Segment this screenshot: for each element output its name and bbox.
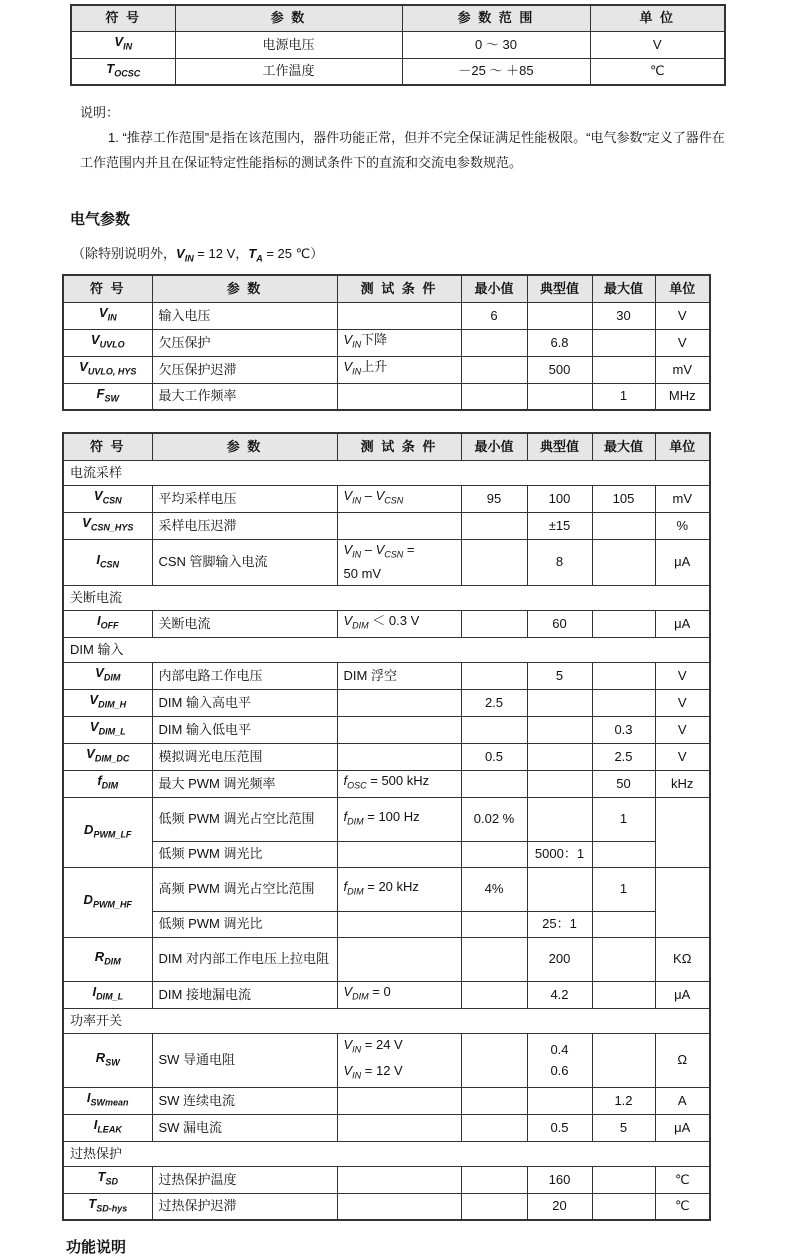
parameter-cell: SW 连续电流 <box>152 1087 337 1114</box>
parameter-cell: 采样电压迟滞 <box>152 512 337 539</box>
table-row <box>63 512 710 539</box>
table-row <box>63 1114 710 1141</box>
symbol-cell: $R_{SW}$ <box>63 1033 152 1087</box>
table-row <box>63 797 710 841</box>
unit-cell: mV <box>655 485 710 512</box>
parameter-cell: 欠压保护 <box>152 329 337 356</box>
section-label: 关断电流 <box>63 585 710 610</box>
typ-cell <box>527 716 592 743</box>
symbol-cell: $I_{SWmean}$ <box>63 1087 152 1114</box>
symbol-cell: $V_{DIM\_L}$ <box>63 716 152 743</box>
unit-cell: V <box>590 31 725 58</box>
max-cell: 1 <box>592 867 655 911</box>
table-row <box>63 329 710 356</box>
symbol-cell: $I_{LEAK}$ <box>63 1114 152 1141</box>
unit-cell: MHz <box>655 383 710 410</box>
condition-cell: $V_{IN} = 24$ V $V_{IN} = 12$ V <box>337 1033 461 1087</box>
symbol-cell: $D_{PWM\_LF}$ <box>63 797 152 867</box>
typ-cell: 8 <box>527 539 592 585</box>
unit-cell: μA <box>655 981 710 1008</box>
parameter-cell: DIM 输入高电平 <box>152 689 337 716</box>
section-row-power-switch <box>63 1008 710 1033</box>
typ-cell: 4.2 <box>527 981 592 1008</box>
test-conditions-note: （除特别说明外，$V_{IN} = 12$ V，$T_A = 25$ ℃） <box>72 246 324 264</box>
typ-cell <box>527 1087 592 1114</box>
min-cell: 2.5 <box>461 689 527 716</box>
condition-cell: $V_{DIM} < 0.3$ V <box>337 610 461 637</box>
max-cell: 1 <box>592 383 655 410</box>
max-cell <box>592 512 655 539</box>
symbol-cell: $I_{CSN}$ <box>63 539 152 585</box>
condition-cell: $V_{IN} - V_{CSN}$ = 50 mV <box>337 539 461 585</box>
condition-cell: DIM 浮空 <box>337 662 461 689</box>
condition-cell: $f_{OSC} = 500$ kHz <box>337 770 461 797</box>
min-cell <box>461 716 527 743</box>
symbol-cell: $V_{IN}$ <box>71 31 175 58</box>
condition-cell: $V_{IN}$上升 <box>337 356 461 383</box>
parameter-cell: 电源电压 <box>175 31 402 58</box>
condition-cell <box>337 1114 461 1141</box>
min-cell <box>461 937 527 981</box>
condition-cell <box>337 302 461 329</box>
unit-cell: V <box>655 302 710 329</box>
typ-cell <box>527 302 592 329</box>
max-cell <box>592 539 655 585</box>
condition-cell: $f_{DIM} = 20$ kHz <box>337 867 461 911</box>
max-cell <box>592 1033 655 1087</box>
table-row <box>63 302 710 329</box>
min-cell <box>461 356 527 383</box>
range-cell: 0 ～ 30 <box>402 31 590 58</box>
table-row <box>63 485 710 512</box>
min-cell <box>461 911 527 937</box>
notes <box>80 100 730 175</box>
condition-cell <box>337 937 461 981</box>
notes-text: 1. “推荐工作范围”是指在该范围内，器件功能正常，但并不完全保证满足性能极限。“电气参数”定义了器件在工作范围内并且在保证特定性能指标的测试条件下的直流和交流电参数规范。 <box>80 130 725 170</box>
symbol-cell: $D_{PWM\_HF}$ <box>63 867 152 937</box>
max-cell <box>592 689 655 716</box>
unit-cell <box>655 797 710 867</box>
unit-cell: V <box>655 689 710 716</box>
condition-cell <box>337 841 461 867</box>
header-parameter: 参 数 <box>152 433 337 460</box>
min-cell <box>461 1193 527 1220</box>
unit-cell: mV <box>655 356 710 383</box>
symbol-cell: $V_{UVLO, HYS}$ <box>63 356 152 383</box>
section-heading-electrical: 电气参数 <box>70 211 131 228</box>
min-cell: 6 <box>461 302 527 329</box>
table-row <box>63 841 710 867</box>
min-cell <box>461 610 527 637</box>
parameter-cell: 最大工作频率 <box>152 383 337 410</box>
symbol-cell: $F_{SW}$ <box>63 383 152 410</box>
typ-cell: ±15 <box>527 512 592 539</box>
typ-cell: 5 <box>527 662 592 689</box>
max-cell: 2.5 <box>592 743 655 770</box>
min-cell: 0.5 <box>461 743 527 770</box>
typ-cell: 20 <box>527 1193 592 1220</box>
section-row-shutdown <box>63 585 710 610</box>
typ-cell: 6.8 <box>527 329 592 356</box>
parameter-cell: CSN 管脚输入电流 <box>152 539 337 585</box>
unit-cell: Ω <box>655 1033 710 1087</box>
parameter-cell: DIM 输入低电平 <box>152 716 337 743</box>
section-label: 电流采样 <box>63 460 710 485</box>
section-label: 过热保护 <box>63 1141 710 1166</box>
table-row <box>63 1033 710 1087</box>
table-row <box>63 610 710 637</box>
header-typ: 典型值 <box>527 275 592 302</box>
parameter-cell: 关断电流 <box>152 610 337 637</box>
symbol-cell: $T_{SD}$ <box>63 1166 152 1193</box>
table-row <box>71 31 725 58</box>
min-cell <box>461 1033 527 1087</box>
header-symbol: 符 号 <box>71 5 175 31</box>
header-typ: 典型值 <box>527 433 592 460</box>
parameter-cell: 过热保护温度 <box>152 1166 337 1193</box>
unit-cell: V <box>655 329 710 356</box>
section-row-thermal <box>63 1141 710 1166</box>
parameter-cell: 最大 PWM 调光频率 <box>152 770 337 797</box>
unit-cell: A <box>655 1087 710 1114</box>
condition-cell: $f_{DIM} = 100$ Hz <box>337 797 461 841</box>
symbol-cell: $V_{DIM}$ <box>63 662 152 689</box>
typ-cell: 500 <box>527 356 592 383</box>
max-cell <box>592 1166 655 1193</box>
max-cell <box>592 610 655 637</box>
section-label: DIM 输入 <box>63 637 710 662</box>
unit-cell: V <box>655 662 710 689</box>
typ-cell <box>527 797 592 841</box>
symbol-cell: $V_{IN}$ <box>63 302 152 329</box>
typ-cell <box>527 743 592 770</box>
table-row <box>63 1193 710 1220</box>
unit-cell: V <box>655 743 710 770</box>
symbol-cell: $V_{CSN\_HYS}$ <box>63 512 152 539</box>
condition-cell <box>337 1087 461 1114</box>
parameter-cell: 内部电路工作电压 <box>152 662 337 689</box>
unit-cell: kHz <box>655 770 710 797</box>
header-unit: 单 位 <box>590 5 725 31</box>
unit-cell: V <box>655 716 710 743</box>
min-cell: 95 <box>461 485 527 512</box>
min-cell <box>461 539 527 585</box>
header-parameter: 参 数 <box>175 5 402 31</box>
unit-cell: μA <box>655 610 710 637</box>
symbol-cell: $T_{SD-hys}$ <box>63 1193 152 1220</box>
section-row-current-sampling <box>63 460 710 485</box>
header-range: 参 数 范 围 <box>402 5 590 31</box>
table-row <box>63 743 710 770</box>
typ-cell: 0.5 <box>527 1114 592 1141</box>
max-cell: 1.2 <box>592 1087 655 1114</box>
condition-cell <box>337 1193 461 1220</box>
max-cell <box>592 911 655 937</box>
recommended-range-table <box>70 4 726 86</box>
unit-cell: μA <box>655 539 710 585</box>
header-unit: 单位 <box>655 433 710 460</box>
typ-cell: 160 <box>527 1166 592 1193</box>
table-row <box>63 911 710 937</box>
section-label: 功率开关 <box>63 1008 710 1033</box>
typ-cell: 100 <box>527 485 592 512</box>
table-row <box>63 1166 710 1193</box>
min-cell <box>461 770 527 797</box>
symbol-cell: $f_{DIM}$ <box>63 770 152 797</box>
parameter-cell: 输入电压 <box>152 302 337 329</box>
parameter-cell: 平均采样电压 <box>152 485 337 512</box>
max-cell <box>592 356 655 383</box>
symbol-cell: $V_{DIM\_DC}$ <box>63 743 152 770</box>
max-cell: 1 <box>592 797 655 841</box>
min-cell <box>461 662 527 689</box>
condition-cell <box>337 512 461 539</box>
typ-cell <box>527 689 592 716</box>
min-cell <box>461 1087 527 1114</box>
electrical-table-1 <box>62 274 711 411</box>
header-symbol: 符 号 <box>63 433 152 460</box>
typ-cell: 200 <box>527 937 592 981</box>
parameter-cell: 过热保护迟滞 <box>152 1193 337 1220</box>
min-cell <box>461 1114 527 1141</box>
min-cell <box>461 329 527 356</box>
typ-cell: 25：1 <box>527 911 592 937</box>
max-cell: 105 <box>592 485 655 512</box>
max-cell <box>592 1193 655 1220</box>
parameter-cell: DIM 接地漏电流 <box>152 981 337 1008</box>
typ-cell <box>527 770 592 797</box>
condition-cell <box>337 689 461 716</box>
max-cell <box>592 329 655 356</box>
typ-cell <box>527 867 592 911</box>
condition-cell: $V_{IN} - V_{CSN}$ <box>337 485 461 512</box>
unit-cell: ℃ <box>590 58 725 85</box>
max-cell: 0.3 <box>592 716 655 743</box>
table-row <box>63 1087 710 1114</box>
condition-cell: $V_{IN}$下降 <box>337 329 461 356</box>
section-row-dim <box>63 637 710 662</box>
typ-cell: 5000：1 <box>527 841 592 867</box>
max-cell <box>592 937 655 981</box>
symbol-cell: $T_{OCSC}$ <box>71 58 175 85</box>
parameter-cell: SW 漏电流 <box>152 1114 337 1141</box>
table-row <box>63 356 710 383</box>
header-symbol: 符 号 <box>63 275 152 302</box>
symbol-cell: $R_{DIM}$ <box>63 937 152 981</box>
header-condition: 测 试 条 件 <box>337 275 461 302</box>
symbol-cell: $V_{UVLO}$ <box>63 329 152 356</box>
typ-cell: 60 <box>527 610 592 637</box>
header-min: 最小值 <box>461 433 527 460</box>
condition-cell <box>337 743 461 770</box>
symbol-cell: $V_{CSN}$ <box>63 485 152 512</box>
min-cell <box>461 383 527 410</box>
min-cell <box>461 841 527 867</box>
symbol-cell: $I_{OFF}$ <box>63 610 152 637</box>
max-cell: 30 <box>592 302 655 329</box>
notes-label: 说明： <box>80 105 120 120</box>
max-cell: 5 <box>592 1114 655 1141</box>
max-cell <box>592 981 655 1008</box>
header-parameter: 参 数 <box>152 275 337 302</box>
condition-cell: $V_{DIM} = 0$ <box>337 981 461 1008</box>
max-cell <box>592 841 655 867</box>
min-cell <box>461 1166 527 1193</box>
parameter-cell: 低频 PWM 调光占空比范围 <box>152 797 337 841</box>
section-heading-function: 功能说明 <box>66 1239 127 1256</box>
parameter-cell: 工作温度 <box>175 58 402 85</box>
table-row <box>63 937 710 981</box>
condition-cell <box>337 383 461 410</box>
parameter-cell: 高频 PWM 调光占空比范围 <box>152 867 337 911</box>
table-row <box>63 662 710 689</box>
table-row <box>63 716 710 743</box>
parameter-cell: SW 导通电阻 <box>152 1033 337 1087</box>
unit-cell: % <box>655 512 710 539</box>
table-row <box>63 689 710 716</box>
header-min: 最小值 <box>461 275 527 302</box>
table-row <box>63 981 710 1008</box>
parameter-cell: 欠压保护迟滞 <box>152 356 337 383</box>
condition-cell <box>337 716 461 743</box>
symbol-cell: $I_{DIM\_L}$ <box>63 981 152 1008</box>
unit-cell: ℃ <box>655 1193 710 1220</box>
table-row <box>71 58 725 85</box>
parameter-cell: 低频 PWM 调光比 <box>152 841 337 867</box>
parameter-cell: DIM 对内部工作电压上拉电阻 <box>152 937 337 981</box>
condition-cell <box>337 1166 461 1193</box>
symbol-cell: $V_{DIM\_H}$ <box>63 689 152 716</box>
table-row <box>63 539 710 585</box>
header-max: 最大值 <box>592 275 655 302</box>
table-row <box>63 867 710 911</box>
max-cell: 50 <box>592 770 655 797</box>
table-row <box>63 383 710 410</box>
typ-cell: 0.4 0.6 <box>527 1033 592 1087</box>
typ-cell <box>527 383 592 410</box>
range-cell: －25 ～ ＋85 <box>402 58 590 85</box>
min-cell <box>461 981 527 1008</box>
condition-cell <box>337 911 461 937</box>
min-cell: 4% <box>461 867 527 911</box>
min-cell: 0.02 % <box>461 797 527 841</box>
header-max: 最大值 <box>592 433 655 460</box>
unit-cell: μA <box>655 1114 710 1141</box>
max-cell <box>592 662 655 689</box>
electrical-table-2 <box>62 432 711 1221</box>
min-cell <box>461 512 527 539</box>
parameter-cell: 模拟调光电压范围 <box>152 743 337 770</box>
header-unit: 单位 <box>655 275 710 302</box>
unit-cell <box>655 867 710 937</box>
unit-cell: KΩ <box>655 937 710 981</box>
unit-cell: ℃ <box>655 1166 710 1193</box>
parameter-cell: 低频 PWM 调光比 <box>152 911 337 937</box>
table-row <box>63 770 710 797</box>
header-condition: 测 试 条 件 <box>337 433 461 460</box>
